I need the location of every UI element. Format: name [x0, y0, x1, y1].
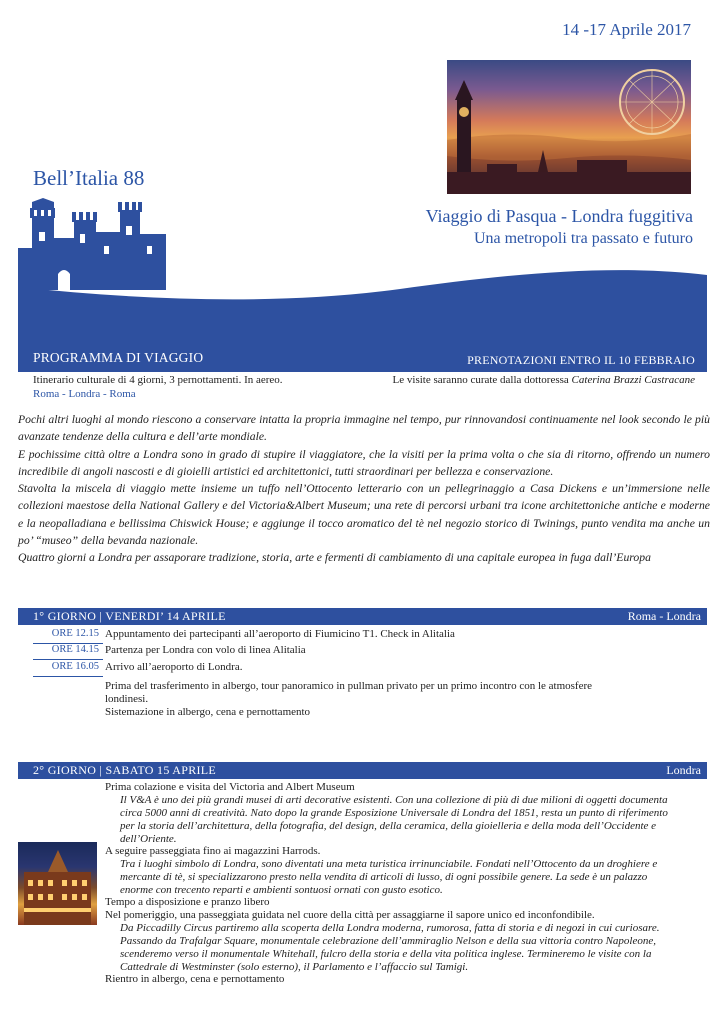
schedule-row: [33, 628, 693, 643]
trip-subtitle: Una metropoli tra passato e futuro: [473, 230, 693, 247]
day2-activity: Prima colazione e visita del Victoria and Albert Museum: [105, 781, 355, 793]
harrods-description: Tra i luoghi simbolo di Londra, sono diventati una meta turistica irrinunciabile. Fondati nell’Ottocento da un droghiere e mercante di tè, si specializzarono presto nella vendita di articoli di lusso, di ogni possibile genere. La sede è un palazzo enorme con trecento reparti e ambienti sontuosi ornati con gusto esotico.: [120, 858, 658, 896]
intro-paragraph: Quattro giorni a Londra per assaporare tradizione, storia, arte e fermenti di cambiamento di una capitale europea in fuga dall’Europa: [18, 551, 651, 565]
trip-dates: 14 -17 Aprile 2017: [562, 20, 691, 39]
schedule-text: Arrivo all’aeroporto di Londra.: [105, 661, 243, 673]
schedule-row: [33, 661, 693, 676]
trip-title: Viaggio di Pasqua - Londra fuggitiva: [425, 206, 693, 226]
day1-place: Roma - Londra: [627, 609, 701, 623]
intro-paragraph: E pochissime città oltre a Londra sono in grado di stupire il viaggiatore, che la visiti per la prima volta o che sia di ritorno, offrendo un numero incredibile di angoli nascosti e di gioielli artistici ed architettonici, tutti straordinari per bellezza e conservazione.: [18, 447, 710, 478]
booking-deadline: PRENOTAZIONI ENTRO IL 10 FEBBRAIO: [467, 353, 695, 367]
schedule-time: ORE 14.15: [51, 644, 99, 655]
london-photo: [447, 60, 691, 194]
schedule-text: Appuntamento dei partecipanti all’aeroporto di Fiumicino T1. Check in Alitalia: [105, 628, 455, 640]
divider: [33, 676, 103, 677]
day2-title: 2° GIORNO | SABATO 15 APRILE: [33, 763, 217, 777]
day1-title: 1° GIORNO | VENERDI’ 14 APRILE: [33, 609, 226, 623]
schedule-text: Partenza per Londra con volo di linea Alitalia: [105, 644, 306, 656]
schedule-time: ORE 16.05: [51, 661, 99, 672]
brand-name: Bell’Italia 88: [33, 166, 145, 190]
guide-credit-prefix: Le visite saranno curate dalla dottoressa: [392, 374, 572, 386]
intro-paragraph: Pochi altri luoghi al mondo riescono a conservare intatta la propria immagine nel tempo, pur rinnovandosi continuamente nel look secondo le più avanzate tendenze della cultura e dell’arte mondiale.: [18, 413, 710, 444]
schedule-time: ORE 12.15: [51, 628, 99, 639]
blue-wave-banner: [0, 245, 725, 345]
schedule-row: [33, 644, 693, 659]
intro-text: [18, 411, 710, 567]
museum-description: Il V&A è uno dei più grandi musei di arti decorative esistenti. Con una collezione di più di due milioni di oggetti documenta circa 5000 anni di creatività. Nato dopo la grande Esposizione Universale di Londra del 1851, resta un punto di riferimento per la storia dell’architettura, della fotografia, del design, della ceramica, della gioielleria e della moda dell’Occidente e dell’Oriente.: [120, 794, 668, 845]
itinerary-summary: Itinerario culturale di 4 giorni, 3 pernottamenti. In aereo.: [33, 374, 283, 386]
program-heading: PROGRAMMA DI VIAGGIO: [33, 350, 204, 365]
intro-paragraph: Stavolta la miscela di viaggio mette insieme un tuffo nell’Ottocento letterario con un pellegrinaggio a Casa Dickens e un’immersione nelle collezioni maestose della National Gallery e del Victoria&Albert Museum; una rete di percorsi urbani tra icone architettoniche antiche e moderne e la neopalladiana e bellissima Chiswick House; e aggiunge il tocco aromatico del tè nel negozio storico di Twinings, punto vendita ma anche un po’ “museo” della bevanda nazionale.: [18, 482, 710, 548]
day2-activity: Nel pomeriggio, una passeggiata guidata nel cuore della città per assaggiarne il sapore unico ed inconfondibile.: [105, 909, 595, 921]
day2-activity: A seguire passeggiata fino ai magazzini Harrods.: [105, 845, 321, 857]
day2-activity: Tempo a disposizione e pranzo libero: [105, 896, 270, 908]
day1-note: londinesi.: [105, 693, 149, 705]
harrods-photo: [18, 842, 97, 925]
route: Roma - Londra - Roma: [33, 388, 136, 400]
day1-note: Prima del trasferimento in albergo, tour panoramico in pullman privato per un primo incontro con le atmosfere: [105, 680, 593, 692]
guide-credit: [393, 374, 695, 386]
day1-note: Sistemazione in albergo, cena e pernottamento: [105, 706, 311, 718]
divider: [33, 659, 103, 660]
day2-activity: Rientro in albergo, cena e pernottamento: [105, 973, 285, 985]
walk-description: Da Piccadilly Circus partiremo alla scoperta della Londra moderna, rumorosa, fatta di storia e di negozi in cui curiosare. Passando da Trafalgar Square, monumentale celebrazione dell’ammiraglio Nelson e della sua vittoria contro Napoleone, scenderemo verso il monumentale Whitehall, fulcro della storia e della vita politica inglese. Termineremo le visite con la Cattedrale di Westminster (solo esterno), il Parlamento e l’affaccio sul Tamigi.: [120, 922, 660, 973]
day2-place: Londra: [666, 763, 701, 777]
guide-name: Caterina Brazzi Castracane: [571, 374, 695, 386]
